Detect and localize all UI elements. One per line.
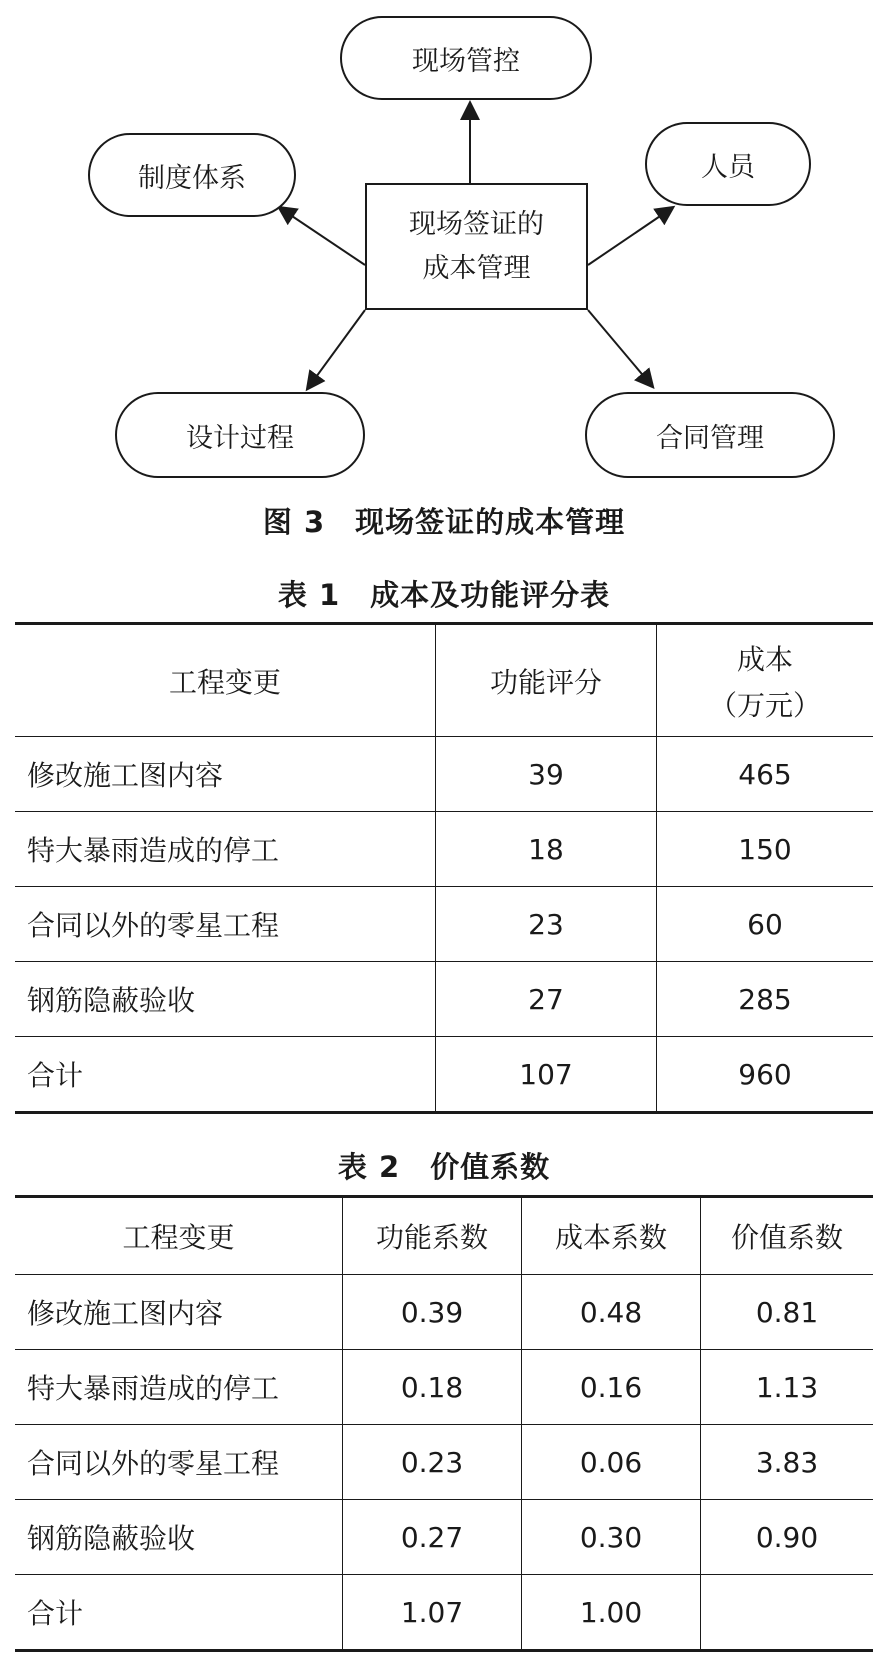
table1-header-cost-line1: 成本 (736, 642, 793, 676)
table2-header-change: 工程变更 (15, 1197, 343, 1275)
table2-cell: 3.83 (701, 1425, 874, 1500)
table1-caption: 表 1 成本及功能评分表 (277, 578, 611, 612)
table1-cell: 合同以外的零星工程 (15, 887, 436, 962)
node-center (365, 183, 588, 310)
table2-cell: 特大暴雨造成的停工 (15, 1350, 343, 1425)
table-row (15, 1350, 873, 1425)
arrow-to-right-upper (588, 208, 672, 265)
node-left-lower-label: 设计过程 (186, 422, 294, 454)
table1-cell: 107 (436, 1037, 657, 1113)
table2-cell: 0.06 (522, 1425, 701, 1500)
table2-cell: 0.39 (343, 1275, 522, 1350)
node-left-upper-label: 制度体系 (138, 162, 246, 194)
table2-cell: 0.23 (343, 1425, 522, 1500)
table1-cell: 特大暴雨造成的停工 (15, 812, 436, 887)
table1 (15, 622, 873, 1114)
table1-header-score: 功能评分 (436, 624, 657, 737)
cost-management-diagram (0, 0, 888, 480)
table1-header-cost-line2: （万元） (708, 688, 821, 722)
node-right-lower (585, 392, 835, 478)
table1-cell: 285 (657, 962, 874, 1037)
table-row (15, 1275, 873, 1350)
table-row (15, 812, 873, 887)
table2-cell: 1.07 (343, 1575, 522, 1651)
table-row (15, 887, 873, 962)
table2-cell: 修改施工图内容 (15, 1275, 343, 1350)
node-center-line2: 成本管理 (422, 252, 531, 284)
table2-cell: 合同以外的零星工程 (15, 1425, 343, 1500)
table2-cell: 0.81 (701, 1275, 874, 1350)
table2-cell: 0.48 (522, 1275, 701, 1350)
table1-header-row (15, 624, 873, 737)
node-right-upper (645, 122, 811, 206)
table1-cell: 465 (657, 737, 874, 812)
table2-cell: 1.00 (522, 1575, 701, 1651)
figure-caption: 图 3 现场签证的成本管理 (262, 505, 626, 539)
table1-header-cost (657, 624, 874, 737)
table2-cell: 1.13 (701, 1350, 874, 1425)
table1-cell: 150 (657, 812, 874, 887)
node-top-label: 现场管控 (412, 45, 520, 77)
node-right-upper-label: 人员 (701, 151, 755, 183)
table2-cell: 合计 (15, 1575, 343, 1651)
arrow-to-left-upper (280, 208, 365, 265)
table-row (15, 1500, 873, 1575)
table2-cell: 0.16 (522, 1350, 701, 1425)
table1-cell: 18 (436, 812, 657, 887)
arrow-to-right-lower (588, 310, 652, 386)
table1-cell: 39 (436, 737, 657, 812)
table1-cell: 修改施工图内容 (15, 737, 436, 812)
table2-header-row (15, 1197, 873, 1275)
table-row (15, 1425, 873, 1500)
node-right-lower-label: 合同管理 (656, 422, 764, 454)
table2-cell: 0.18 (343, 1350, 522, 1425)
table2-cell: 0.30 (522, 1500, 701, 1575)
table2 (15, 1195, 873, 1652)
table2-cell: 0.90 (701, 1500, 874, 1575)
table1-cell: 23 (436, 887, 657, 962)
node-center-line1: 现场签证的 (409, 208, 544, 240)
node-left-upper (88, 133, 296, 217)
table2-cell: 钢筋隐蔽验收 (15, 1500, 343, 1575)
table2-cell (701, 1575, 874, 1651)
table1-cell: 960 (657, 1037, 874, 1113)
table1-cell: 钢筋隐蔽验收 (15, 962, 436, 1037)
table2-header-function: 功能系数 (343, 1197, 522, 1275)
node-top (340, 16, 592, 100)
table-row (15, 737, 873, 812)
arrow-to-left-lower (308, 310, 365, 388)
table-row-total (15, 1037, 873, 1113)
table2-header-value: 价值系数 (701, 1197, 874, 1275)
table-row (15, 962, 873, 1037)
table2-caption: 表 2 价值系数 (337, 1150, 551, 1184)
table2-header-cost: 成本系数 (522, 1197, 701, 1275)
table1-cell: 合计 (15, 1037, 436, 1113)
table2-cell: 0.27 (343, 1500, 522, 1575)
table1-cell: 60 (657, 887, 874, 962)
table-row-total (15, 1575, 873, 1651)
table1-header-change: 工程变更 (15, 624, 436, 737)
table1-cell: 27 (436, 962, 657, 1037)
node-left-lower (115, 392, 365, 478)
